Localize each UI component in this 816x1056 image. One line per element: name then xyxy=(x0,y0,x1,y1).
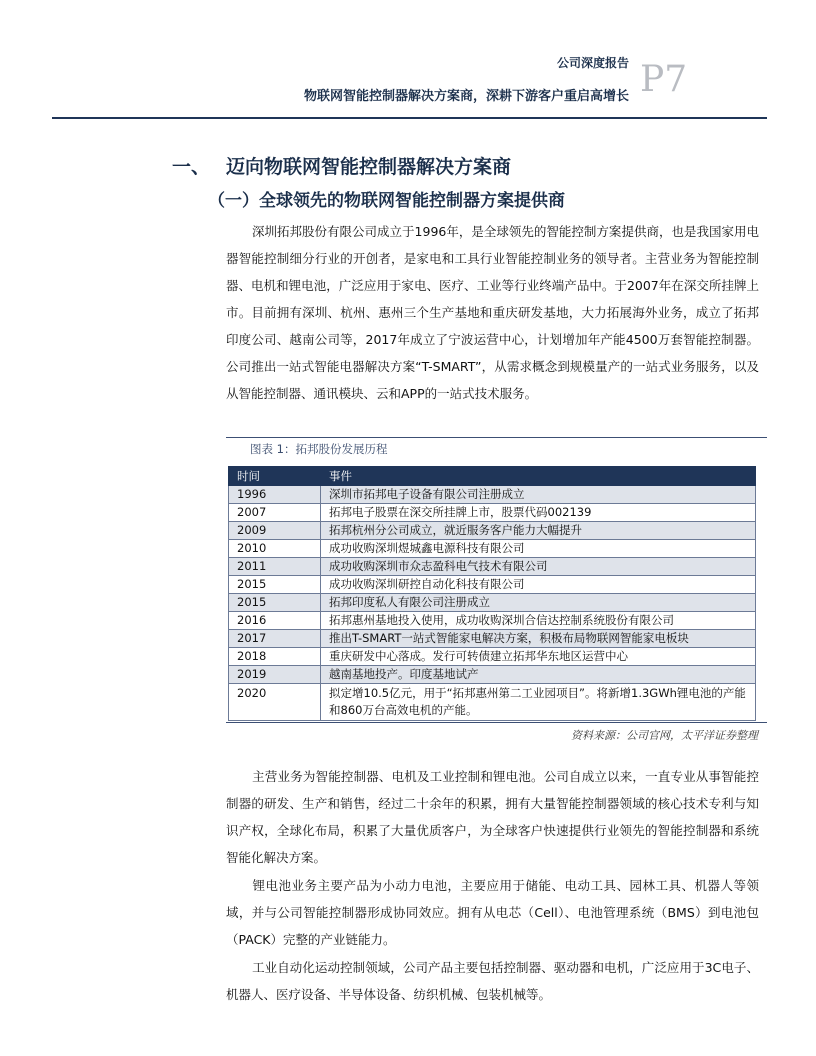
row-event: 推出T-SMART一站式智能家电解决方案，积极布局物联网智能家电板块 xyxy=(321,630,756,648)
report-subtitle: 物联网智能控制器解决方案商，深耕下游客户重启高增长 xyxy=(303,89,629,104)
row-event: 成功收购深圳市众志盈科电气技术有限公司 xyxy=(321,558,756,576)
row-year: 2011 xyxy=(229,558,321,576)
subsection-heading: （一）全球领先的物联网智能控制器方案提供商 xyxy=(208,191,565,211)
table-row xyxy=(229,666,756,684)
table-row xyxy=(229,630,756,648)
row-year: 2018 xyxy=(229,648,321,666)
row-event: 拟定增10.5亿元，用于“拓邦惠州第二工业园项目”。将新增1.3GWh锂电池的产能和860万台高效电机的产能。 xyxy=(321,684,756,721)
intro-paragraph: 深圳拓邦股份有限公司成立于1996年，是全球领先的智能控制方案提供商，也是我国家用电器智能控制细分行业的开创者，是家电和工具行业智能控制业务的领导者。主营业务为智能控制器、电机和锂电池，广泛应用于家电、医疗、工业等行业终端产品中。于2007年在深交所挂牌上市。目前拥有深圳、杭州、惠州三个生产基地和重庆研发基地，大力拓展海外业务，成立了拓邦印度公司、越南公司等，2017年成立了宁波运营中心，计划增加年产能4500万套智能控制器。公司推出一站式智能电器解决方案“T-SMART”，从需求概念到规模量产的一站式业务服务，以及从智能控制器、通讯模块、云和APP的一站式技术服务。 xyxy=(226,224,759,401)
row-event: 越南基地投产。印度基地试产 xyxy=(321,666,756,684)
body-paragraph-automation: 工业自动化运动控制领域，公司产品主要包括控制器、驱动器和电机，广泛应用于3C电子、机器人、医疗设备、半导体设备、纺织机械、包装机械等。 xyxy=(226,960,759,1002)
column-header-time: 时间 xyxy=(229,467,321,486)
table-row xyxy=(229,522,756,540)
row-event: 成功收购深圳研控自动化科技有限公司 xyxy=(321,576,756,594)
table-row xyxy=(229,558,756,576)
table-row xyxy=(229,540,756,558)
figure-source: 资料来源：公司官网，太平洋证券整理 xyxy=(571,729,758,742)
table-row xyxy=(229,684,756,721)
row-year: 1996 xyxy=(229,486,321,504)
report-type-label: 公司深度报告 xyxy=(556,56,629,70)
row-event: 深圳市拓邦电子设备有限公司注册成立 xyxy=(321,486,756,504)
row-event: 拓邦印度私人有限公司注册成立 xyxy=(321,594,756,612)
row-year: 2020 xyxy=(229,684,321,721)
row-event: 拓邦惠州基地投入使用，成功收购深圳合信达控制系统股份有限公司 xyxy=(321,612,756,630)
body-paragraph-main-business: 主营业务为智能控制器、电机及工业控制和锂电池。公司自成立以来，一直专业从事智能控制器的研发、生产和销售，经过二十余年的积累，拥有大量智能控制器领域的核心技术专利与知识产权，全球化布局，积累了大量优质客户，为全球客户快速提供行业领先的智能控制器和系统智能化解决方案。 xyxy=(226,769,759,865)
table-header-row xyxy=(229,467,756,486)
row-year: 2007 xyxy=(229,504,321,522)
figure-title: 图表 1：拓邦股份发展历程 xyxy=(250,442,388,456)
section-title: 迈向物联网智能控制器解决方案商 xyxy=(226,156,512,178)
row-event: 成功收购深圳煜城鑫电源科技有限公司 xyxy=(321,540,756,558)
header-divider xyxy=(52,117,767,119)
section-number: 一、 xyxy=(172,156,211,178)
row-event: 拓邦杭州分公司成立，就近服务客户能力大幅提升 xyxy=(321,522,756,540)
row-year: 2015 xyxy=(229,576,321,594)
body-paragraph-lithium: 锂电池业务主要产品为小动力电池，主要应用于储能、电动工具、园林工具、机器人等领域，并与公司智能控制器形成协同效应。拥有从电芯（Cell）、电池管理系统（BMS）到电池包（PACK）完整的产业链能力。 xyxy=(226,878,759,947)
history-table xyxy=(228,466,756,721)
table-row xyxy=(229,576,756,594)
row-year: 2017 xyxy=(229,630,321,648)
section-heading xyxy=(172,152,511,179)
row-event: 重庆研发中心落成。发行可转债建立拓邦华东地区运营中心 xyxy=(321,648,756,666)
figure-top-rule xyxy=(226,437,767,438)
table-row xyxy=(229,504,756,522)
row-event: 拓邦电子股票在深交所挂牌上市，股票代码002139 xyxy=(321,504,756,522)
row-year: 2015 xyxy=(229,594,321,612)
figure-bottom-rule xyxy=(226,722,767,723)
table-row xyxy=(229,486,756,504)
table-row xyxy=(229,612,756,630)
row-year: 2010 xyxy=(229,540,321,558)
table-row xyxy=(229,594,756,612)
row-year: 2016 xyxy=(229,612,321,630)
row-year: 2019 xyxy=(229,666,321,684)
table-row xyxy=(229,648,756,666)
column-header-event: 事件 xyxy=(321,467,756,486)
row-year: 2009 xyxy=(229,522,321,540)
page-number: P7 xyxy=(640,59,688,100)
